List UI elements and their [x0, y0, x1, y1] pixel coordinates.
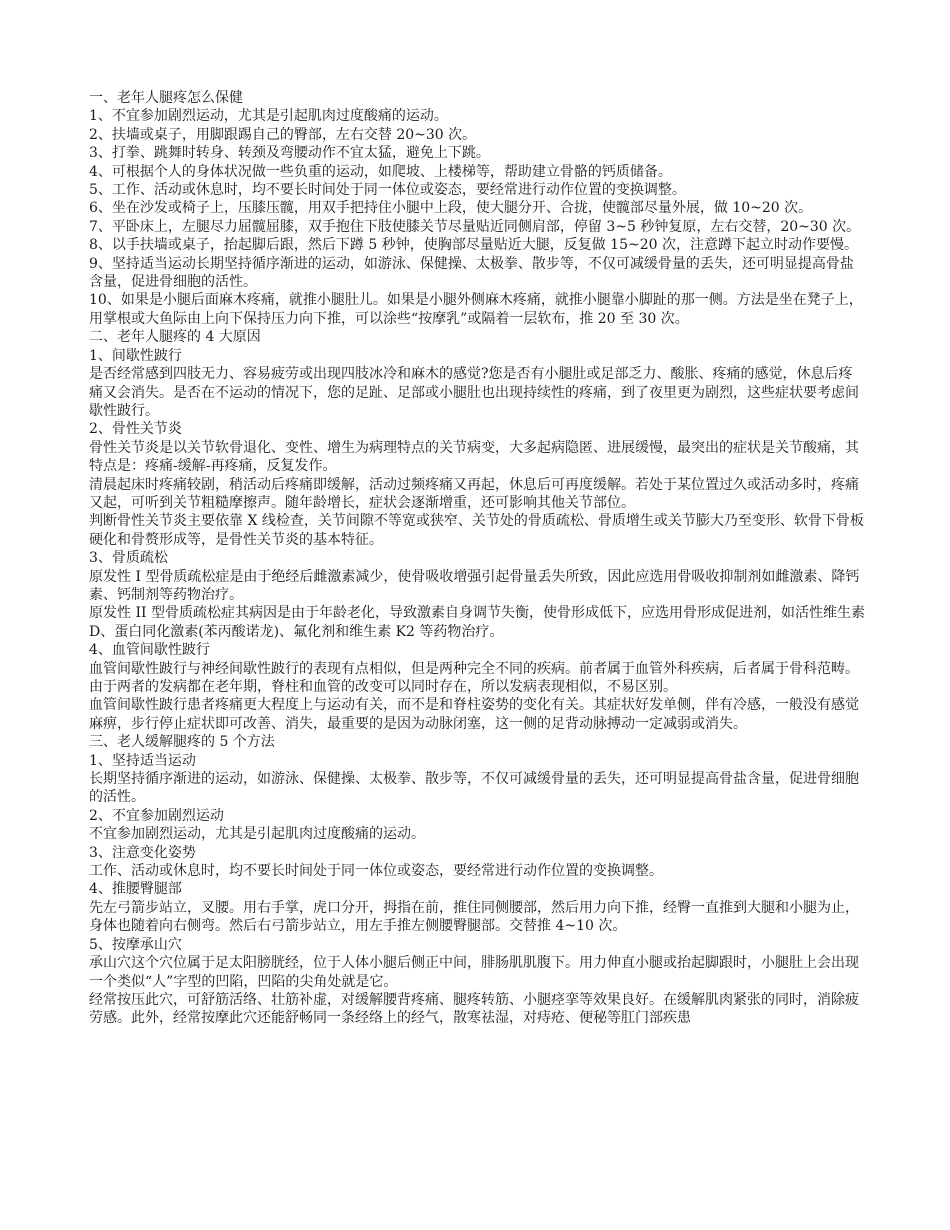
section-heading: 一、老年人腿疼怎么保健	[89, 90, 243, 106]
document-body	[89, 89, 865, 1028]
subsection-heading: 2、骨性关节炎	[89, 421, 182, 438]
paragraph: 10、如果是小腿后面麻木疼痛，就推小腿肚儿。如果是小腿外侧麻木疼痛，就推小腿靠小脚趾的那一侧。方法是坐在凳子上，用掌根或大鱼际由上向下保持压力向下推，可以涂些“按摩乳”或隔着一层软布，推 20 至 30 次。	[89, 292, 863, 327]
paragraph: 工作、活动或休息时，均不要长时间处于同一体位或姿态，要经常进行动作位置的变换调整。	[89, 863, 663, 880]
subsection-heading: 3、骨质疏松	[89, 550, 168, 567]
paragraph: 先左弓箭步站立，叉腰。用右手掌，虎口分开，拇指在前，推住同侧腰部，然后用力向下推，经臀一直推到大腿和小腿为止，身体也随着向右侧弯。然后右弓箭步站立，用左手推左侧腰臀腿部。交替推 4~10 次。	[89, 899, 859, 935]
paragraph: 1、不宜参加剧烈运动，尤其是引起肌肉过度酸痛的运动。	[89, 108, 448, 125]
paragraph: 6、坐在沙发或椅子上，压膝压髋，用双手把持住小腿中上段，使大腿分开、合拢，使髋部尽量外展，做 10~20 次。	[89, 200, 813, 217]
subsection-heading: 2、不宜参加剧烈运动	[89, 807, 224, 824]
paragraph: 原发性 I 型骨质疏松症是由于绝经后雌激素减少，使骨吸收增强引起骨量丢失所致，因此应选用骨吸收抑制剂如雌激素、降钙素、钙制剂等药物治疗。	[89, 568, 860, 603]
paragraph: 2、扶墙或桌子，用脚跟踢自己的臀部，左右交替 20~30 次。	[89, 126, 477, 143]
subsection-heading: 1、坚持适当运动	[89, 752, 196, 769]
paragraph: 是否经常感到四肢无力、容易疲劳或出现四肢冰冷和麻木的感觉?您是否有小腿肚或足部乏力、酸胀、疼痛的感觉，休息后疼痛又会消失。是否在不运动的情况下，您的足趾、足部或小腿肚也出现持续性的疼痛，到了夜里更为剧烈，这些症状要考虑间歇性跛行。	[89, 366, 859, 419]
paragraph: 5、工作、活动或休息时，均不要长时间处于同一体位或姿态，要经常进行动作位置的变换调整。	[89, 182, 686, 199]
paragraph: 长期坚持循序渐进的运动，如游泳、保健操、太极拳、散步等，不仅可减缓骨量的丢失，还可明显提高骨盐含量，促进骨细胞的活性。	[89, 771, 859, 806]
paragraph: 血管间歇性跛行与神经间歇性跛行的表现有点相似，但是两种完全不同的疾病。前者属于血管外科疾病，后者属于骨科范畴。由于两者的发病都在老年期，脊柱和血管的改变可以同时存在，所以发病表现相似，不易区别。	[89, 660, 859, 695]
paragraph: 4、可根据个人的身体状况做一些负重的运动，如爬坡、上楼梯等，帮助建立骨骼的钙质储备。	[89, 163, 672, 180]
subsection-heading: 4、血管间歇性跛行	[89, 642, 210, 659]
paragraph: 不宜参加剧烈运动，尤其是引起肌肉过度酸痛的运动。	[89, 826, 425, 843]
section-heading: 三、老人缓解腿疼的 5 个方法	[89, 734, 275, 751]
paragraph: 清晨起床时疼痛较剧，稍活动后疼痛即缓解，活动过频疼痛又再起，休息后可再度缓解。若处于某位置过久或活动多时，疼痛又起，可听到关节粗糙摩擦声。随年龄增长，症状会逐渐增重，还可影响其他关节部位。	[89, 476, 859, 511]
subsection-heading: 4、推腰臀腿部	[89, 881, 182, 898]
paragraph: 7、平卧床上，左腿尽力屈髋屈膝，双手抱住下肢使膝关节尽量贴近同侧肩部，停留 3~5 秒钟复原，左右交替，20~30 次。	[89, 218, 861, 235]
paragraph: 承山穴这个穴位属于足太阳膀胱经，位于人体小腿后侧正中间，腓肠肌肌腹下。用力伸直小腿或抬起脚跟时，小腿肚上会出现一个类似“人”字型的凹陷，凹陷的尖角处就是它。	[89, 955, 859, 990]
paragraph: 经常按压此穴，可舒筋活络、壮筋补虚，对缓解腰背疼痛、腿疼转筋、小腿痉挛等效果良好。在缓解肌肉紧张的同时，消除疲劳感。此外，经常按摩此穴还能舒畅同一条经络上的经气，散寒祛湿，对痔疮、便秘等肛门部疾患	[89, 991, 859, 1027]
subsection-heading: 5、按摩承山穴	[89, 936, 182, 953]
paragraph: 3、打拳、跳舞时转身、转颈及弯腰动作不宜太猛，避免上下跳。	[89, 145, 490, 162]
paragraph: 骨性关节炎是以关节软骨退化、变性、增生为病理特点的关节病变，大多起病隐匿、进展缓慢，最突出的症状是关节酸痛，其特点是：疼痛-缓解-再疼痛，反复发作。	[89, 439, 859, 475]
paragraph: 血管间歇性跛行患者疼痛更大程度上与运动有关，而不是和脊柱姿势的变化有关。其症状好发单侧，伴有冷感，一般没有感觉麻痹，步行停止症状即可改善、消失，最重要的是因为动脉闭塞，这一侧的足背动脉搏动一定减弱或消失。	[89, 697, 859, 732]
paragraph: 9、坚持适当运动长期坚持循序渐进的运动，如游泳、保健操、太极拳、散步等，不仅可减缓骨量的丢失，还可明显提高骨盐含量，促进骨细胞的活性。	[89, 255, 854, 291]
subsection-heading: 1、间歇性跛行	[89, 347, 182, 364]
paragraph: 判断骨性关节炎主要依靠 X 线检查，关节间隙不等宽或狭窄、关节处的骨质疏松、骨质增生或关节膨大乃至变形、软骨下骨板硬化和骨赘形成等，是骨性关节炎的基本特征。	[89, 513, 864, 548]
paragraph: 原发性 II 型骨质疏松症其病因是由于年龄老化，导致激素自身调节失衡，使骨形成低下，应选用骨形成促进剂，如活性维生素 D、蛋白同化激素(苯丙酸诺龙)、氟化剂和维生素 K2 等药物治疗。	[89, 605, 865, 640]
section-heading: 二、老年人腿疼的 4 大原因	[89, 329, 261, 346]
paragraph: 8、以手扶墙或桌子，抬起脚后跟，然后下蹲 5 秒钟，使胸部尽量贴近大腿，反复做 15~20 次，注意蹲下起立时动作要慢。	[89, 237, 858, 254]
subsection-heading: 3、注意变化姿势	[89, 844, 196, 861]
